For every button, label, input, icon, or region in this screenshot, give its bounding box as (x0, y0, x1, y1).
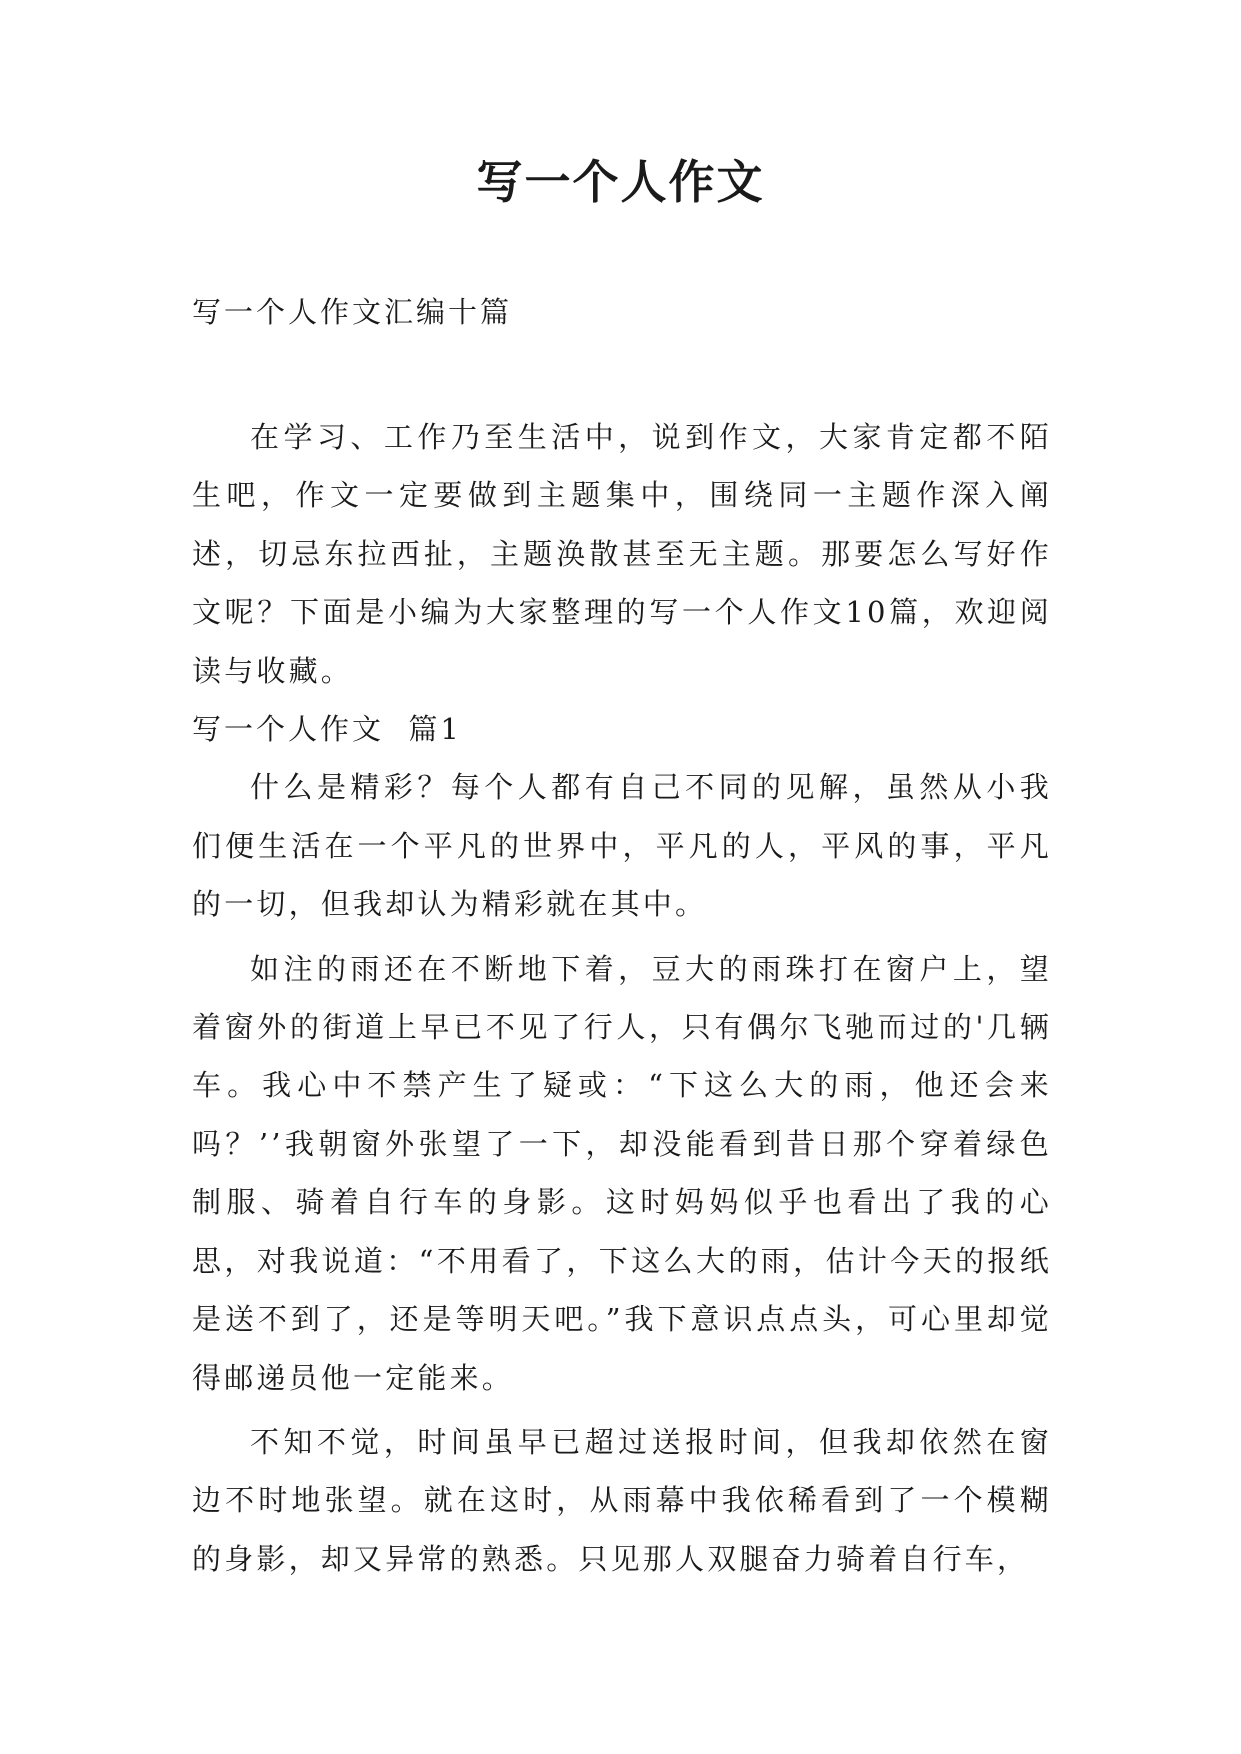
intro-paragraph: 在学习、工作乃至生活中，说到作文，大家肯定都不陌生吧，作文一定要做到主题集中，围绕同一主题作深入阐述，切忌东拉西扯，主题涣散甚至无主题。那要怎么写好作文呢？下面是小编为大家整理的写一个人作文10篇，欢迎阅读与收藏。 (192, 420, 1052, 688)
document-title: 写一个人作文 (476, 155, 765, 209)
section-heading: 写一个人作文 篇1 (192, 712, 462, 747)
body-paragraph: 什么是精彩？每个人都有自己不同的见解，虽然从小我们便生活在一个平凡的世界中，平凡的人，平风的事，平凡的一切，但我却认为精彩就在其中。 (192, 770, 1052, 922)
document-body (192, 408, 1052, 1588)
document-subtitle: 写一个人作文汇编十篇 (192, 295, 513, 329)
body-paragraph: 如注的雨还在不断地下着，豆大的雨珠打在窗户上，望着窗外的街道上早已不见了行人，只有偶尔飞驰而过的'几辆车。我心中不禁产生了疑或：“下这么大的雨，他还会来吗？’’我朝窗外张望了一下，却没能看到昔日那个穿着绿色制服、骑着自行车的身影。这时妈妈似乎也看出了我的心思，对我说道：“不用看了，下这么大的雨，估计今天的报纸是送不到了，还是等明天吧。”我下意识点点头，可心里却觉得邮递员他一定能来。 (192, 951, 1052, 1395)
body-paragraph: 不知不觉，时间虽早已超过送报时间，但我却依然在窗边不时地张望。就在这时，从雨幕中我依稀看到了一个模糊的身影，却又异常的熟悉。只见那人双腿奋力骑着自行车， (192, 1424, 1052, 1576)
